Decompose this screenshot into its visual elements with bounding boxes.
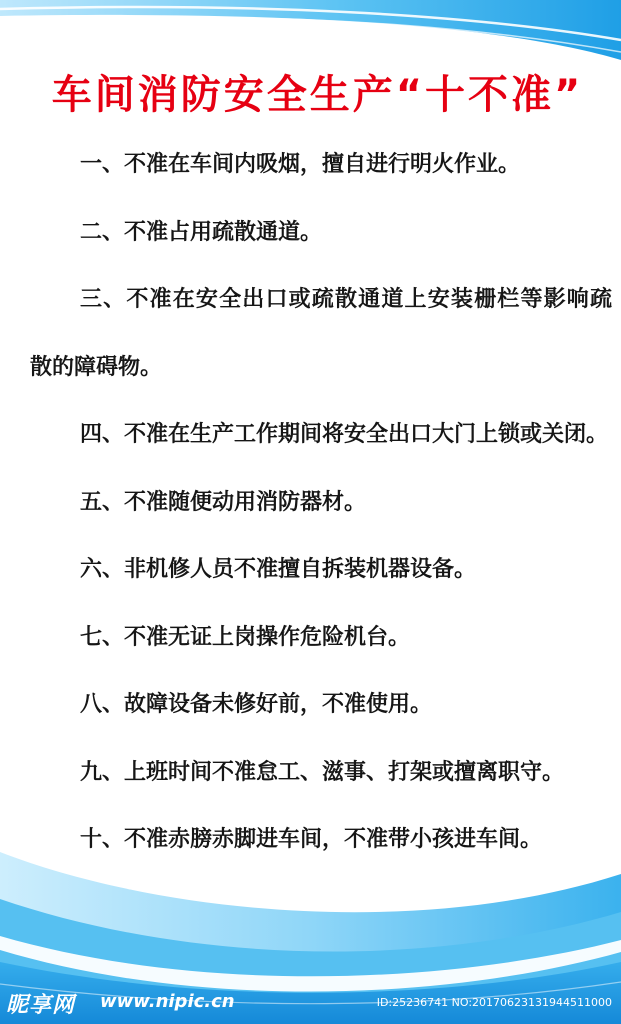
rule-item-5: 五、不准随便动用消防器材。: [80, 489, 367, 515]
top-wave-decoration: [0, 0, 621, 70]
rule-item-1: 一、不准在车间内吸烟，擅自进行明火作业。: [80, 152, 521, 177]
rule-item-8: 八、故障设备未修好前，不准使用。: [80, 692, 433, 717]
watermark-id: ID:25236741 NO:20170623131944511000: [376, 996, 612, 1009]
rule-item-9: 九、上班时间不准怠工、滋事、打架或擅离职守。: [80, 759, 565, 785]
watermark-site: www.nipic.cn: [100, 991, 235, 1012]
rule-item-3: 三、不准在安全出口或疏散通道上安装栅栏等影响疏: [80, 287, 612, 312]
rule-item-6: 六、非机修人员不准擅自拆装机器设备。: [80, 557, 477, 582]
rules-list: [0, 131, 621, 874]
rule-item-7: 七、不准无证上岗操作危险机台。: [80, 624, 411, 650]
watermark-logo: 昵享网: [6, 993, 76, 1018]
rule-item-2: 二、不准占用疏散通道。: [80, 219, 323, 245]
page-title: 车间消防安全生产“十不准”: [51, 72, 584, 118]
rule-item-3-continuation: 散的障碍物。: [30, 354, 163, 380]
rule-item-10: 十、不准赤膀赤脚进车间，不准带小孩进车间。: [80, 827, 543, 852]
rule-item-4: 四、不准在生产工作期间将安全出口大门上锁或关闭。: [80, 422, 609, 447]
